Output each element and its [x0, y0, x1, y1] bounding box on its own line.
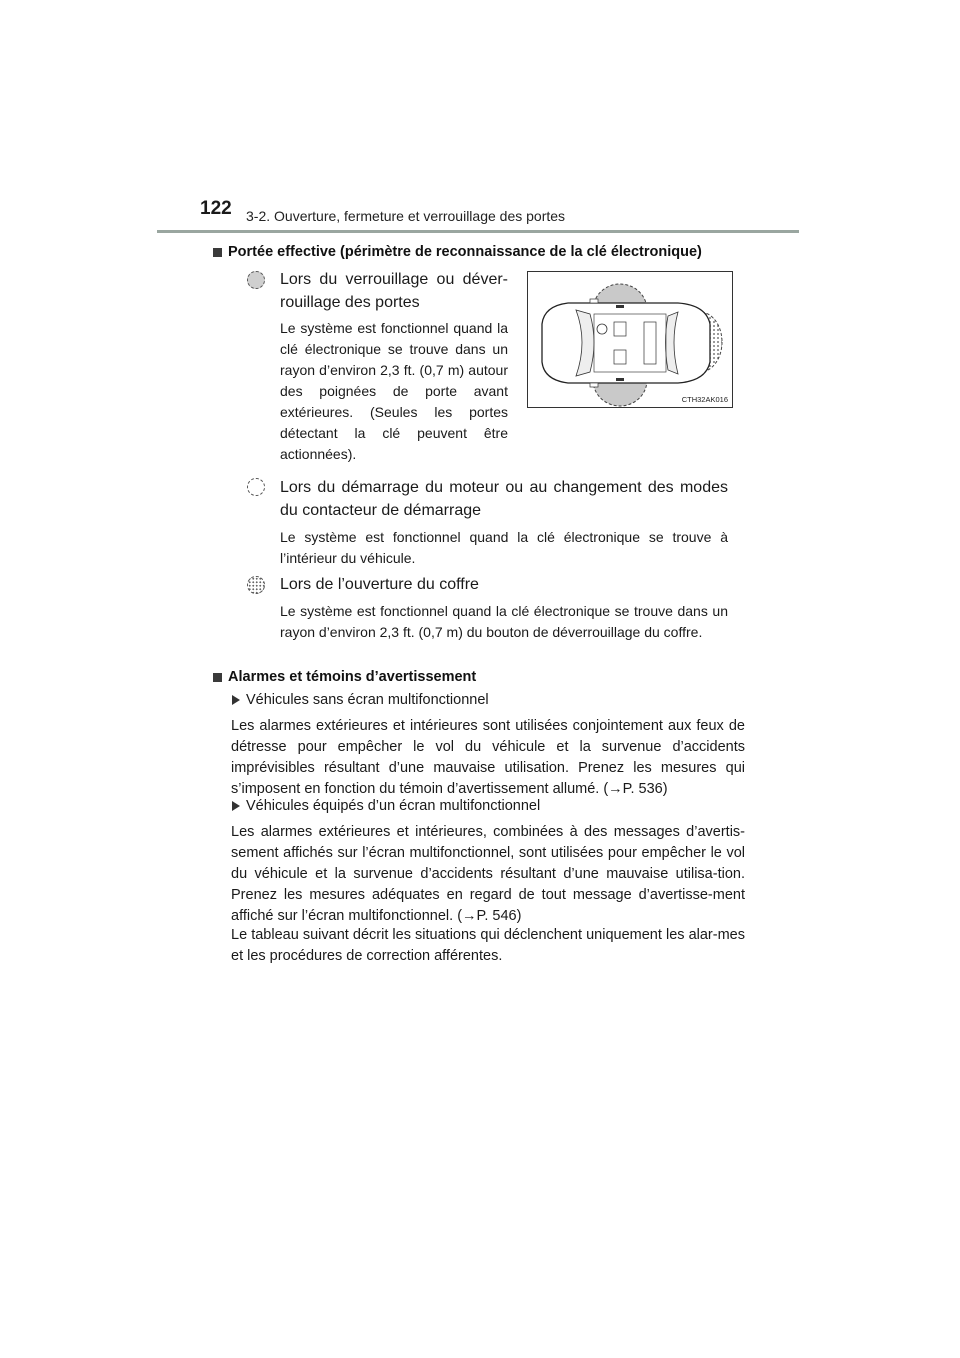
- bullet-no-display: [232, 692, 489, 708]
- para-no-display: Les alarmes extérieures et intérieures sont utilisées conjointement aux feux de détresse pour empêcher le vol du véhicule et la survenue d’accidents imprévisibles résultant d’une mauvaise utilisation. Prenez les mesures qui s’imposent en fonction du témoin d’avertissement allumé. (→P. 536): [231, 718, 745, 797]
- item1-title-line2: rouillage des portes: [280, 294, 420, 311]
- door-handle-bottom: [616, 378, 624, 381]
- section-heading-range: [213, 244, 702, 260]
- open-zone-icon: [247, 478, 265, 496]
- item1-title-line1: Lors du verrouillage ou déver-: [280, 271, 508, 288]
- page-number: 122: [200, 198, 232, 219]
- seat-front-right: [614, 350, 626, 364]
- header-divider: [157, 230, 799, 233]
- item3-title: Lors de l’ouverture du coffre: [280, 576, 479, 593]
- triangle-bullet-icon: [232, 801, 240, 811]
- section-heading-alarms-text: Alarmes et témoins d’avertissement: [228, 669, 477, 685]
- solid-zone-icon: [247, 271, 265, 289]
- car-body: [542, 303, 710, 383]
- chapter-title: 3-2. Ouverture, fermeture et verrouillage des portes: [246, 208, 566, 224]
- section-heading-alarms: [213, 669, 476, 685]
- car-top-view-diagram: [528, 272, 732, 407]
- seat-front-left: [614, 322, 626, 336]
- seat-rear: [644, 322, 656, 364]
- square-bullet-icon: [213, 673, 222, 682]
- dotted-zone-icon: [247, 576, 265, 594]
- para-table-intro: Le tableau suivant décrit les situations qui déclenchent uniquement les alar-mes et les procédures de correction afférentes.: [231, 927, 745, 964]
- para-with-display: Les alarmes extérieures et intérieures, combinées à des messages d’avertis-sement affichés sur l’écran multifonctionnel, sont utilisées pour empêcher le vol du véhicule et la survenue d’accidents résultant d’une mauvaise utilisa-tion. Prenez les mesures adéquates en regard de tout message d’avertisse-ment affiché sur l’écran multifonctionnel. (→P. 546): [231, 824, 745, 924]
- item2-title: Lors du démarrage du moteur ou au changement des modes du contacteur de démarrage: [280, 479, 728, 519]
- bullet-with-display: [232, 798, 540, 814]
- item3-body: Le système est fonctionnel quand la clé électronique se trouve dans un rayon d’environ 2,3 ft. (0,7 m) du bouton de déverrouillage du coffre.: [280, 603, 728, 640]
- bullet-with-display-text: Véhicules équipés d’un écran multifonctionnel: [246, 798, 541, 814]
- item2-body: Le système est fonctionnel quand la clé électronique se trouve à l’intérieur du véhicule.: [280, 529, 728, 566]
- square-bullet-icon: [213, 248, 222, 257]
- key-range-figure: [527, 271, 733, 408]
- mirror-bottom: [590, 383, 598, 387]
- triangle-bullet-icon: [232, 695, 240, 705]
- door-handle-top: [616, 305, 624, 308]
- item1-title: [280, 268, 508, 314]
- mirror-top: [590, 299, 598, 303]
- item1-body: Le système est fonctionnel quand la clé électronique se trouve dans un rayon d’environ 2,3 ft. (0,7 m) autour des poignées de porte avant extérieures. (Seules les portes détectant la clé peuvent être actionnées).: [280, 320, 508, 462]
- bullet-no-display-text: Véhicules sans écran multifonctionnel: [246, 692, 489, 708]
- section-heading-range-text: Portée effective (périmètre de reconnaissance de la clé électronique): [228, 244, 702, 260]
- figure-code: CTH32AK016: [681, 395, 728, 404]
